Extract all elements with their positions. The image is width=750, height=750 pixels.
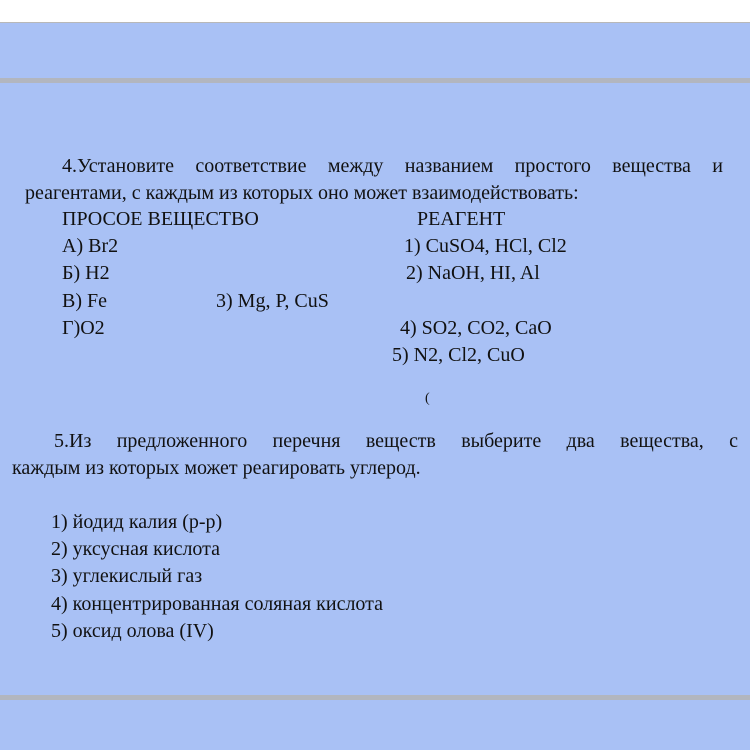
task5-line2: каждым из которых может реагировать углерод. bbox=[12, 457, 421, 479]
task5-option-3: 3) углекислый газ bbox=[51, 565, 203, 587]
reagent-2: 2) NaOH, HI, Al bbox=[406, 262, 540, 284]
top-bar bbox=[0, 0, 750, 23]
bottom-divider bbox=[0, 695, 750, 700]
task5-option-1: 1) йодид калия (р-р) bbox=[51, 511, 223, 533]
reagent-4: 4) SO2, CO2, CaO bbox=[400, 317, 552, 339]
reagent-3: 3) Mg, P, CuS bbox=[216, 290, 329, 312]
task4-line1: 4.Установите соответствие между названием простого вещества и bbox=[62, 155, 723, 177]
substance-a: А) Br2 bbox=[62, 235, 119, 257]
substance-v: В) Fe bbox=[62, 290, 107, 312]
task5-option-2: 2) уксусная кислота bbox=[51, 538, 221, 560]
task4-line2: реагентами, с каждым из которых оно может взаимодействовать: bbox=[25, 182, 579, 204]
top-divider bbox=[0, 78, 750, 83]
task5-option-5: 5) оксид олова (IV) bbox=[51, 620, 214, 642]
task4-header-left: ПРОСОЕ ВЕЩЕСТВО bbox=[62, 208, 259, 230]
reagent-1: 1) CuSO4, HCl, Cl2 bbox=[404, 235, 567, 257]
task5-line1: 5.Из предложенного перечня веществ выберите два вещества, с bbox=[54, 430, 738, 452]
stray-mark: ( bbox=[425, 391, 430, 406]
task5-option-4: 4) концентрированная соляная кислота bbox=[51, 593, 384, 615]
task4-header-right: РЕАГЕНТ bbox=[417, 208, 506, 230]
substance-g: Г)О2 bbox=[62, 317, 105, 339]
substance-b: Б) H2 bbox=[62, 262, 110, 284]
reagent-5: 5) N2, Cl2, CuO bbox=[392, 344, 525, 366]
